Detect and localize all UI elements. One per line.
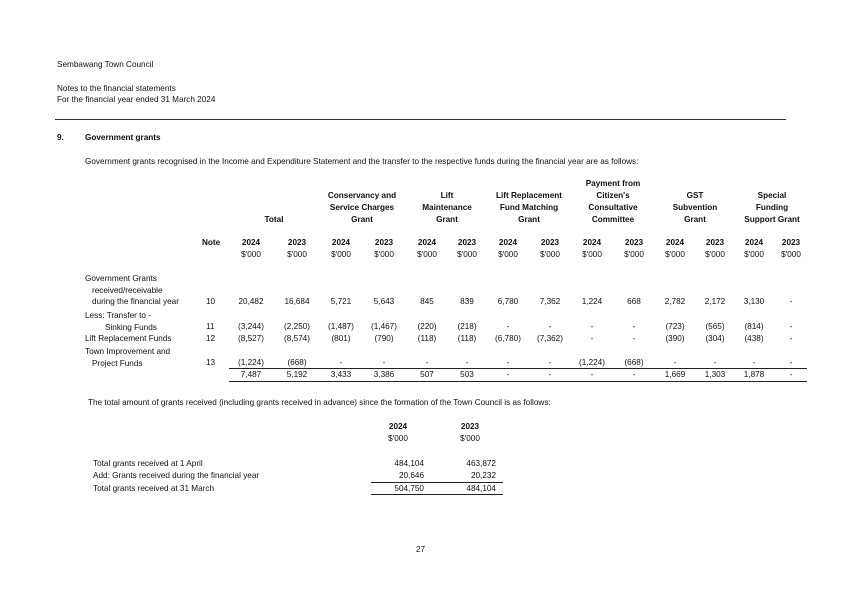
table-cell: (668) (624, 358, 644, 367)
table-cell: (220) (417, 322, 437, 331)
table-cell: - (339, 358, 343, 367)
year-header: 2023 (540, 238, 560, 247)
table-cell: 3,130 (743, 297, 765, 306)
table-cell: - (548, 370, 552, 379)
row-note: 11 (206, 322, 215, 331)
column-group-header: Citizen's (596, 191, 630, 200)
table-cell: - (506, 322, 510, 331)
column-group-header: Grant (518, 215, 540, 224)
table-cell: 5,643 (373, 297, 395, 306)
column-group-header: Consultative (588, 203, 638, 212)
column-group-header: Grant (436, 215, 458, 224)
unit-header: $'000 (540, 250, 560, 259)
table-cell: - (590, 370, 594, 379)
year-header: 2023 (781, 238, 801, 247)
period: For the financial year ended 31 March 2024 (57, 95, 216, 104)
table-cell: 484,104 (394, 459, 424, 468)
table-cell: 3,433 (330, 370, 352, 379)
table-cell: 2,172 (704, 297, 726, 306)
table-cell: - (425, 358, 429, 367)
table-cell: - (673, 358, 677, 367)
table-cell: - (632, 334, 636, 343)
table-cell: (2,250) (284, 322, 310, 331)
year-header: 2024 (241, 238, 261, 247)
table-cell: (668) (287, 358, 307, 367)
section-intro: Government grants recognised in the Income and Expenditure Statement and the transfer to the respective funds during the financial year are as follows: (85, 157, 639, 166)
table-cell: - (789, 322, 793, 331)
row-label: Sinking Funds (105, 322, 157, 332)
year-header: 2023 (287, 238, 307, 247)
table-cell: - (789, 334, 793, 343)
unit-header: $'000 (498, 250, 518, 259)
table-cell: 16,684 (284, 297, 310, 306)
table-cell: (1,487) (328, 322, 354, 331)
table-cell: - (752, 358, 756, 367)
row-label: received/receivable (92, 285, 163, 295)
table-cell: - (632, 370, 636, 379)
year-header: 2023 (624, 238, 644, 247)
table-cell: 7,362 (539, 297, 561, 306)
row-label: during the financial year (92, 297, 179, 306)
table-cell: - (590, 334, 594, 343)
table-cell: 1,669 (664, 370, 686, 379)
year-header: 2023 (374, 238, 394, 247)
unit-header: $'000 (705, 250, 725, 259)
year-header: 2024 (744, 238, 764, 247)
column-group-header: Special (757, 191, 787, 200)
table-cell: (1,224) (579, 358, 605, 367)
table-cell: - (590, 322, 594, 331)
unit-header: $'000 (781, 250, 801, 259)
table-cell: (3,244) (238, 322, 264, 331)
total-rule (229, 381, 807, 382)
page-number: 27 (416, 545, 426, 554)
unit-header: $'000 (241, 250, 261, 259)
row-note: 13 (206, 358, 216, 367)
table-cell: (565) (705, 322, 725, 331)
table-cell: - (506, 358, 510, 367)
table-cell: 484,104 (466, 484, 496, 493)
column-group-header: Support Grant (744, 215, 800, 224)
table-cell: (218) (457, 322, 477, 331)
org-name: Sembawang Town Council (57, 60, 154, 69)
table-cell: (814) (744, 322, 764, 331)
table-cell: 5,192 (286, 370, 308, 379)
total-rule (371, 482, 503, 483)
table-cell: - (789, 297, 793, 306)
unit-header: $'000 (374, 250, 394, 259)
table2-intro: The total amount of grants received (including grants received in advance) since the formation of the Town Council is as follows: (88, 398, 551, 407)
section-number: 9. (57, 133, 64, 142)
table-cell: (8,527) (238, 334, 264, 343)
table-cell: - (506, 370, 510, 379)
table-cell: 20,482 (238, 297, 264, 306)
unit-header: $'000 (287, 250, 307, 259)
unit-header: $'000 (331, 250, 351, 259)
table-cell: 507 (420, 370, 434, 379)
row-label: Total grants received at 31 March (93, 484, 215, 493)
table-cell: (438) (744, 334, 764, 343)
year-header: 2024 (582, 238, 602, 247)
notes-title: Notes to the financial statements (57, 84, 176, 93)
unit-header: $'000 (460, 434, 480, 443)
column-group-header: Lift Replacement (496, 191, 562, 200)
table-cell: 1,878 (743, 370, 765, 379)
table-cell: - (632, 322, 636, 331)
year-header: 2024 (331, 238, 351, 247)
table-cell: 845 (420, 297, 434, 306)
table-cell: 503 (460, 370, 474, 379)
table-cell: 668 (627, 297, 641, 306)
table-cell: 463,872 (466, 459, 496, 468)
table-cell: (1,467) (371, 322, 397, 331)
table-cell: 839 (460, 297, 474, 306)
table-cell: 3,386 (373, 370, 395, 379)
row-label: Less: Transfer to - (85, 311, 151, 320)
table-cell: - (548, 358, 552, 367)
year-header: 2023 (460, 422, 480, 431)
table-cell: (7,362) (537, 334, 563, 343)
column-group-header: Fund Matching (499, 203, 559, 212)
unit-header: $'000 (417, 250, 437, 259)
unit-header: $'000 (388, 434, 408, 443)
table-cell: - (382, 358, 386, 367)
column-group-header: Funding (755, 203, 789, 212)
column-group-header: Service Charges (329, 203, 395, 212)
unit-header: $'000 (457, 250, 477, 259)
table-cell: - (548, 322, 552, 331)
table-cell: - (789, 370, 793, 379)
row-label: Project Funds (92, 358, 143, 368)
table-cell: 20,646 (398, 471, 424, 480)
table-cell: 7,487 (240, 370, 262, 379)
column-group-header: Committee (591, 215, 635, 224)
row-label: Add: Grants received during the financial year (93, 471, 260, 480)
total-rule (371, 494, 503, 495)
table-cell: (8,574) (284, 334, 310, 343)
table-cell: 2,782 (664, 297, 686, 306)
year-header: 2024 (388, 422, 408, 431)
row-label: Lift Replacement Funds (85, 334, 172, 343)
row-note: 10 (206, 297, 216, 306)
year-header: 2024 (665, 238, 685, 247)
table-cell: (118) (417, 334, 437, 343)
row-note: 12 (206, 334, 216, 343)
table-cell: (790) (374, 334, 394, 343)
year-header: 2023 (457, 238, 477, 247)
column-group-header: Total (264, 215, 284, 224)
column-group-header: Payment from (585, 179, 641, 188)
section-title: Government grants (85, 133, 161, 142)
column-group-header: GST (686, 191, 704, 200)
table-cell: (1,224) (238, 358, 264, 367)
table-cell: (801) (331, 334, 351, 343)
row-label: Government Grants (85, 274, 157, 283)
row-label: Total grants received at 1 April (93, 459, 203, 468)
row-label: Town Improvement and (85, 347, 171, 356)
column-group-header: Grant (684, 215, 706, 224)
table-cell: - (713, 358, 717, 367)
table-cell: (6,780) (495, 334, 521, 343)
table-cell: 1,303 (704, 370, 726, 379)
column-group-header: Maintenance (422, 203, 472, 212)
total-rule (229, 368, 807, 369)
table-cell: 5,721 (330, 297, 352, 306)
table-cell: - (789, 358, 793, 367)
table-cell: (723) (665, 322, 685, 331)
table-cell: (304) (705, 334, 725, 343)
unit-header: $'000 (744, 250, 764, 259)
unit-header: $'000 (665, 250, 685, 259)
table-cell: - (465, 358, 469, 367)
header-divider (55, 119, 786, 120)
note-column-header: Note (202, 238, 221, 247)
unit-header: $'000 (582, 250, 602, 259)
unit-header: $'000 (624, 250, 644, 259)
table-cell: 1,224 (581, 297, 603, 306)
table-cell: 20,232 (470, 471, 496, 480)
table-cell: 504,750 (394, 484, 424, 493)
column-group-header: Conservancy and (327, 191, 397, 200)
table-cell: (118) (457, 334, 477, 343)
year-header: 2024 (498, 238, 518, 247)
table-cell: (390) (665, 334, 685, 343)
column-group-header: Grant (351, 215, 373, 224)
year-header: 2023 (705, 238, 725, 247)
table-cell: 6,780 (497, 297, 519, 306)
year-header: 2024 (417, 238, 437, 247)
column-group-header: Subvention (672, 203, 718, 212)
column-group-header: Lift (440, 191, 454, 200)
